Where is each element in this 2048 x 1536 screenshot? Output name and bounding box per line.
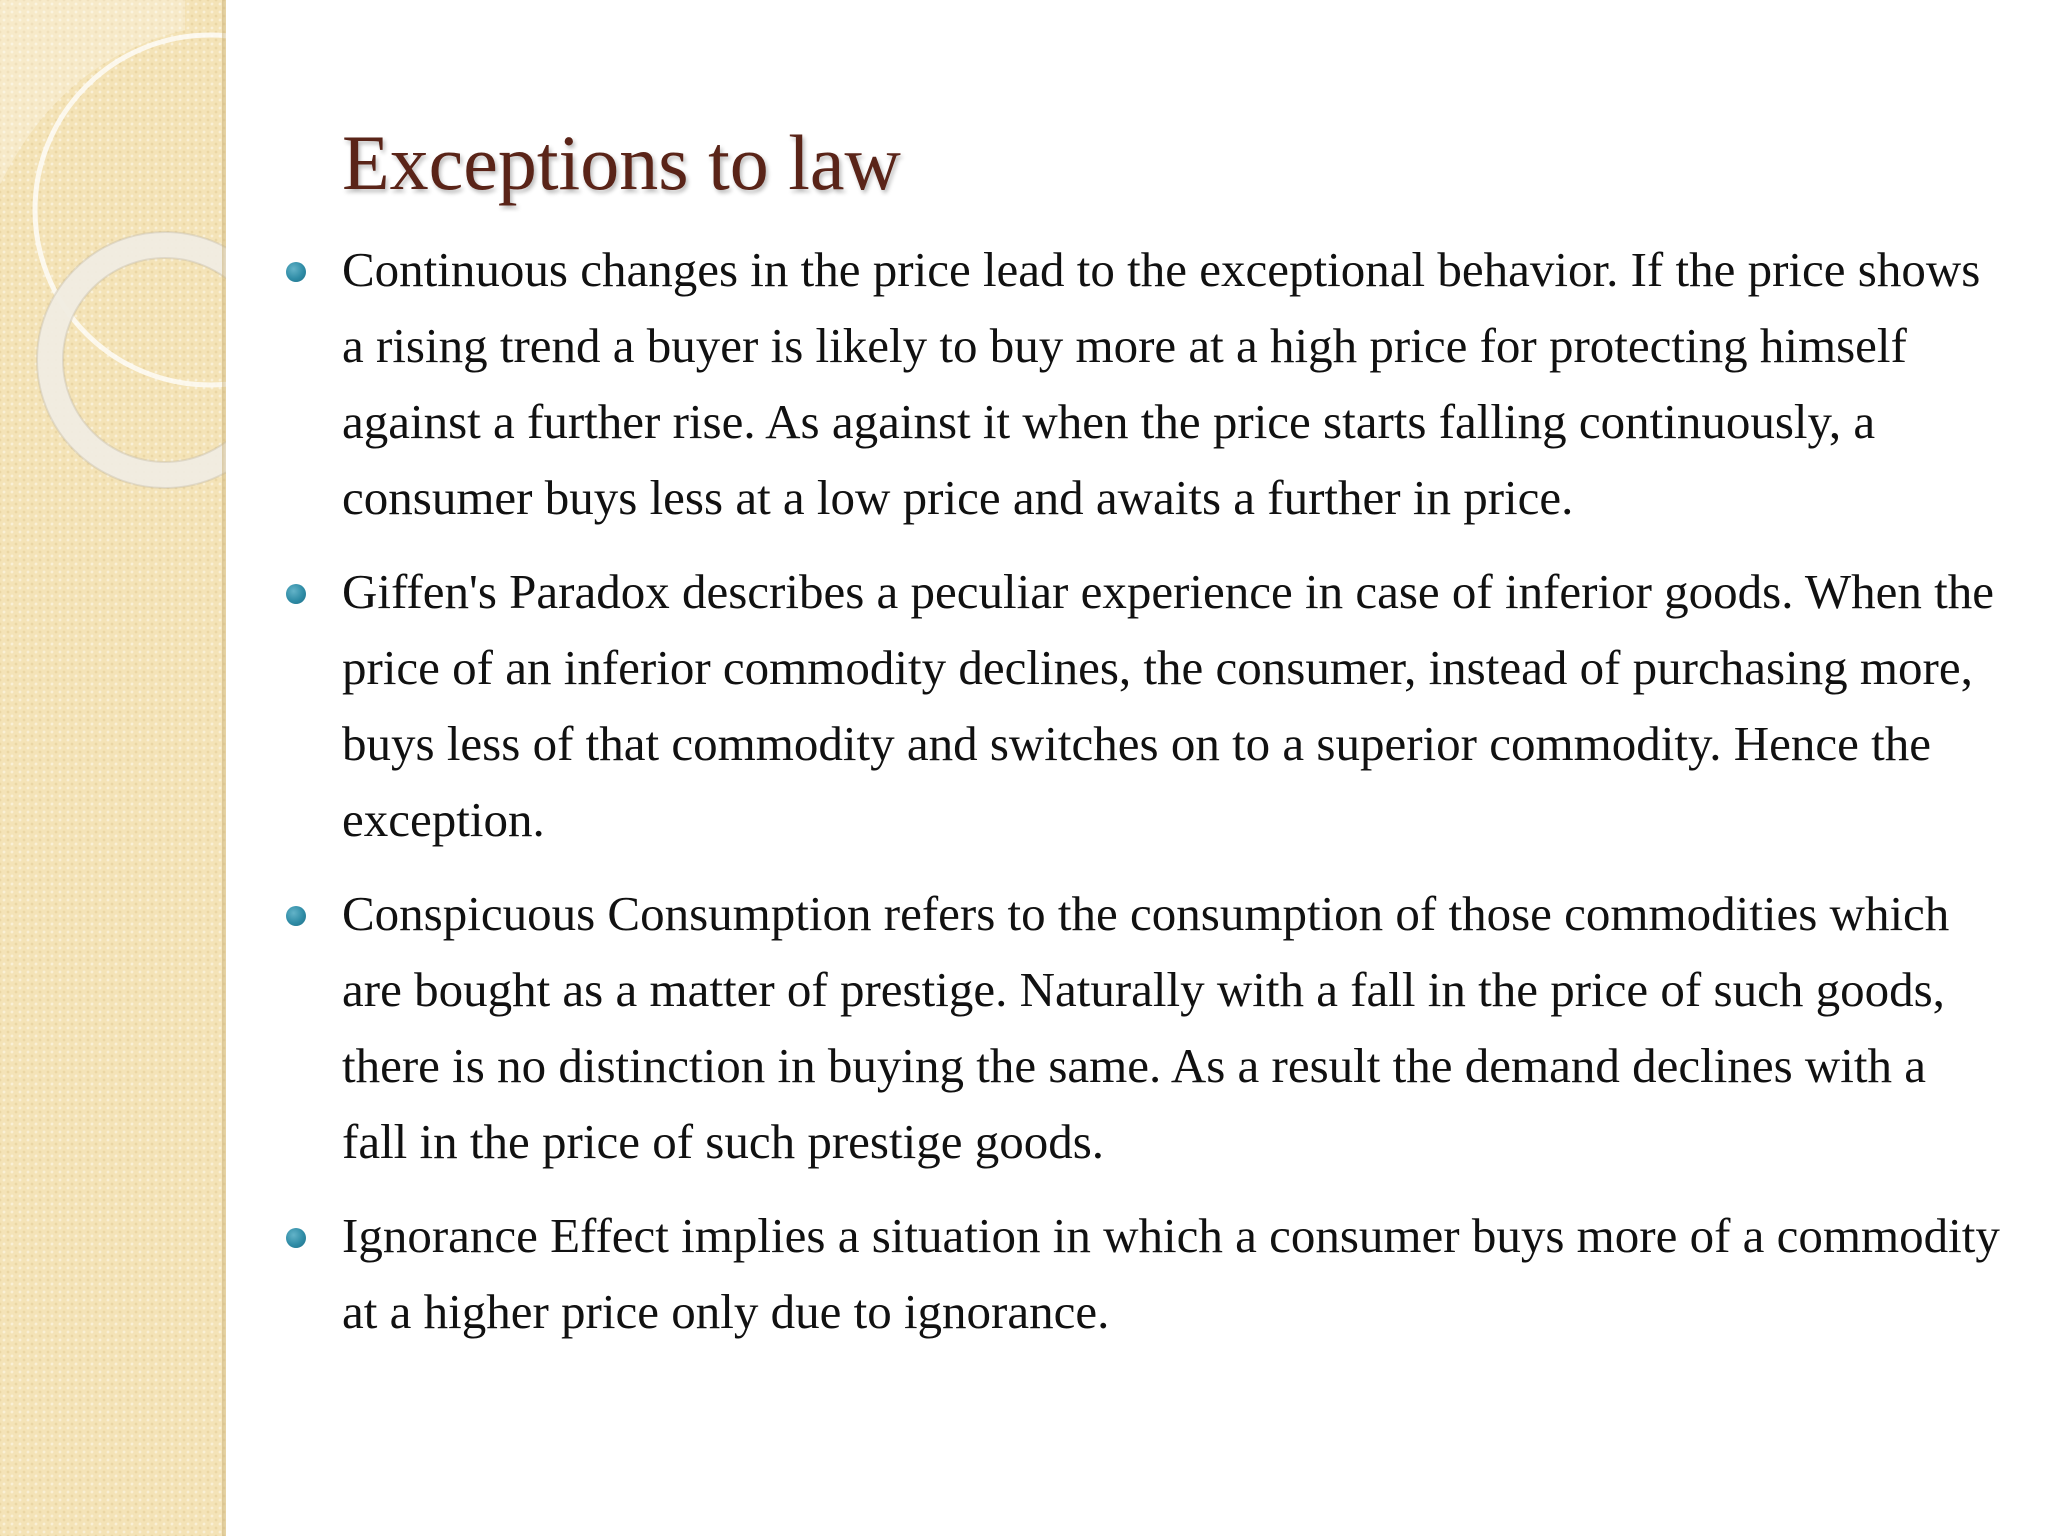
bullet-item-continuous-changes (282, 232, 2002, 536)
bullet-dot-icon (286, 906, 306, 926)
bullet-item-ignorance-effect (282, 1198, 2002, 1350)
bullet-text: Conspicuous Consumption refers to the consumption of those commodities which are bought as a matter of prestige. Naturally with a fall in the price of such goods, there is no distinction in buying the same. As a result the demand declines with a fall in the price of such prestige goods. (342, 886, 1950, 1169)
decorative-side-band (0, 0, 226, 1536)
bullet-text: Continuous changes in the price lead to the exceptional behavior. If the price shows a rising trend a buyer is likely to buy more at a high price for protecting himself against a further rise. As against it when the price starts falling continuously, a consumer buys less at a low price and awaits a further in price. (342, 242, 1981, 525)
bullet-dot-icon (286, 584, 306, 604)
bullet-text: Ignorance Effect implies a situation in which a consumer buys more of a commodity at a higher price only due to ignorance. (342, 1208, 2000, 1339)
bullet-dot-icon (286, 262, 306, 282)
bullet-list (282, 232, 2002, 1368)
bullet-dot-icon (286, 1228, 306, 1248)
ring-ornament-icon (0, 0, 226, 520)
bullet-item-giffens-paradox (282, 554, 2002, 858)
bullet-item-conspicuous-consumption (282, 876, 2002, 1180)
side-band-edge (222, 0, 226, 1536)
bullet-text: Giffen's Paradox describes a peculiar experience in case of inferior goods. When the price of an inferior commodity declines, the consumer, instead of purchasing more, buys less of that commodity and switches on to a superior commodity. Hence the exception. (342, 564, 1994, 847)
slide-title: Exceptions to law (342, 119, 901, 206)
